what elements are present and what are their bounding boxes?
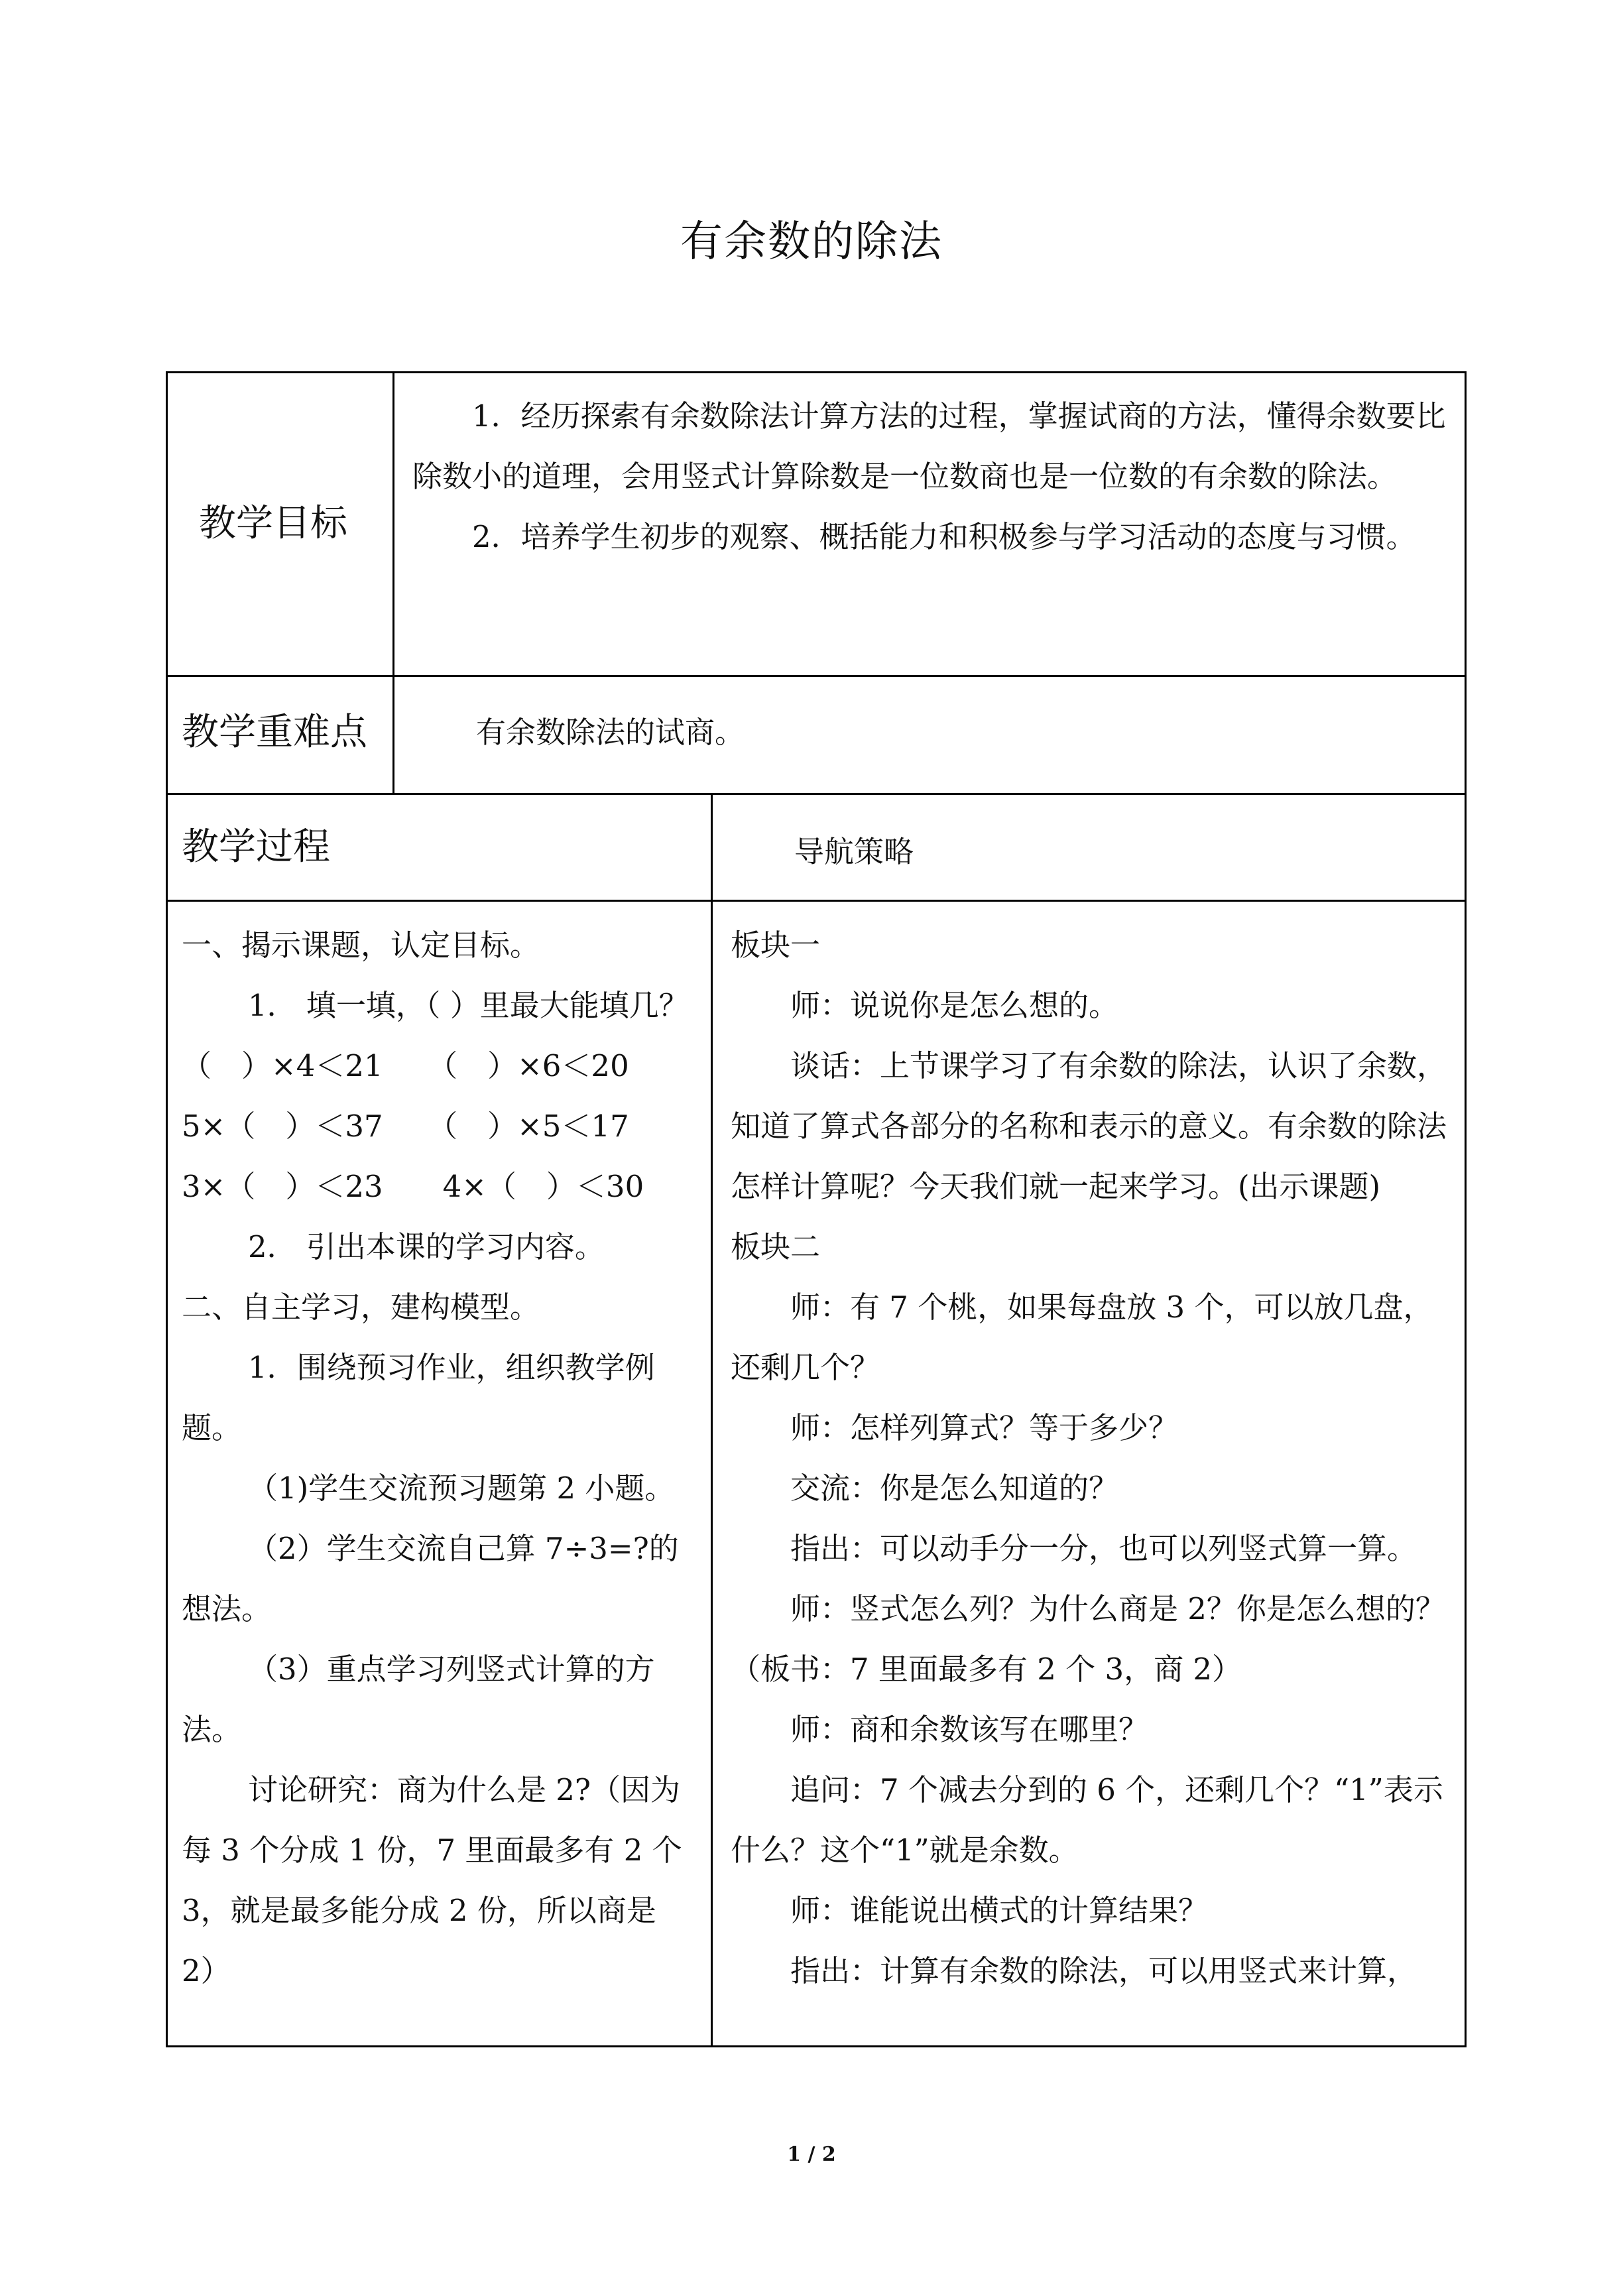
key-points-label: 教学重难点	[182, 711, 367, 754]
row-divider-process-header	[166, 900, 1467, 902]
process-step: （3）重点学习列竖式计算的方法。	[182, 1652, 655, 1747]
document-title: 有余数的除法	[680, 217, 943, 267]
table-border-left	[166, 371, 168, 2047]
strategy-line: 谈话：上节课学习了有余数的除法，认识了余数，知道了算式各部分的名称和表示的意义。有余数的除法怎样计算呢？今天我们就一起来学习。(出示课题)	[731, 1048, 1447, 1204]
process-label: 教学过程	[182, 825, 330, 869]
block-heading: 板块二	[731, 1229, 821, 1264]
strategy-line: 师：竖式怎么列？为什么商是 2？你是怎么想的？（板书：7 里面最多有 2 个 3，商 2）	[731, 1591, 1445, 1687]
process-step: 讨论研究：商为什么是 2?（因为每 3 个分成 1 份，7 里面最多有 2 个 3，就是最多能分成 2 份，所以商是 2）	[182, 1772, 682, 1988]
section-heading: 一、揭示课题，认定目标。	[182, 928, 540, 963]
page-number: 1 / 2	[787, 2143, 836, 2166]
process-step: 1． 填一填，（ ）里最大能填几？	[248, 988, 689, 1023]
key-points-text: 有余数除法的试商。	[476, 715, 745, 750]
strategy-line: 追问：7 个减去分到的 6 个，还剩几个？“1”表示什么？这个“1”就是余数。	[731, 1772, 1443, 1868]
strategy-line: 师：说说你是怎么想的。	[790, 988, 1119, 1023]
fill-blank-row: 5×（ ）＜37 （ ）×5＜17	[182, 1109, 629, 1144]
objective-item: 2．培养学生初步的观察、概括能力和积极参与学习活动的态度与习惯。	[472, 519, 1416, 554]
table-border-bottom	[166, 2045, 1467, 2047]
table-border-right	[1465, 371, 1467, 2047]
strategy-line: 指出：可以动手分一分，也可以列竖式算一算。	[790, 1531, 1417, 1566]
section-heading: 二、自主学习，建构模型。	[182, 1290, 540, 1325]
lesson-plan-table	[166, 371, 1467, 2047]
strategy-line: 师：有 7 个桃，如果每盘放 3 个，可以放几盘，还剩几个？	[731, 1290, 1433, 1385]
process-step: 2． 引出本课的学习内容。	[248, 1229, 605, 1264]
row-divider-objectives	[166, 675, 1467, 677]
process-step: （2）学生交流自己算 7÷3=?的想法。	[182, 1531, 679, 1626]
block-heading: 板块一	[731, 928, 821, 963]
process-step: 1．围绕预习作业，组织教学例题。	[182, 1350, 655, 1445]
fill-blank-row: （ ）×4＜21 （ ）×6＜20	[182, 1048, 629, 1083]
objectives-content	[412, 386, 1448, 567]
process-column-divider	[711, 793, 713, 2047]
strategy-line: 师：谁能说出横式的计算结果？	[790, 1893, 1209, 1928]
label-column-divider	[392, 371, 394, 793]
navigation-strategy-label: 导航策略	[794, 834, 914, 869]
fill-blank-row: 3×（ ）＜23 4×（ ）＜30	[182, 1169, 644, 1204]
strategy-line: 师：怎样列算式？等于多少？	[790, 1410, 1179, 1445]
objective-item: 1．经历探索有余数除法计算方法的过程，掌握试商的方法，懂得余数要比除数小的道理，会用竖式计算除数是一位数商也是一位数的有余数的除法。	[412, 398, 1446, 494]
process-left-column	[182, 915, 699, 2001]
process-step: （1)学生交流预习题第 2 小题。	[248, 1471, 675, 1506]
row-divider-keypoints	[166, 793, 1467, 795]
strategy-line: 师：商和余数该写在哪里？	[790, 1712, 1149, 1747]
process-right-column	[731, 915, 1448, 2001]
strategy-line: 指出：计算有余数的除法，可以用竖式来计算，	[790, 1953, 1417, 1988]
objectives-label: 教学目标	[199, 502, 347, 545]
strategy-line: 交流：你是怎么知道的？	[790, 1471, 1119, 1506]
table-border-top	[166, 371, 1467, 373]
